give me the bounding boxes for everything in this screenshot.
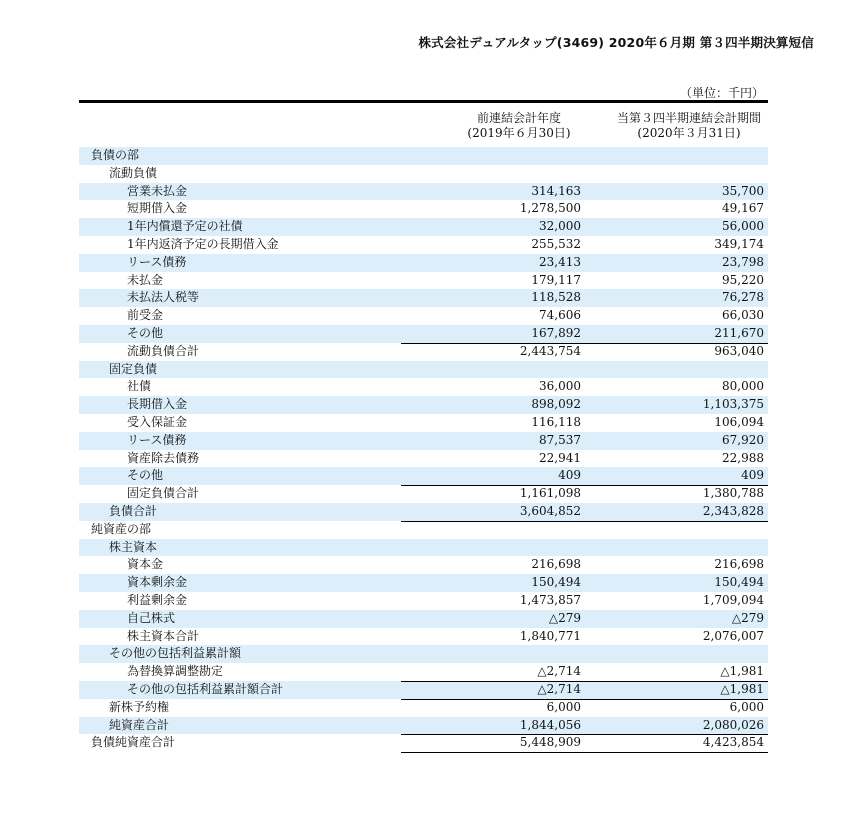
table-row [79, 432, 768, 450]
row-label: リース債務 [127, 432, 187, 447]
table-row [79, 236, 768, 254]
value-prior-year: 32,000 [539, 219, 581, 234]
value-current-quarter: 2,343,828 [702, 503, 764, 518]
column-header-row [79, 103, 768, 147]
subtotal-rule [583, 485, 768, 486]
value-prior-year: 216,698 [531, 557, 581, 572]
table-row [79, 485, 768, 503]
value-current-quarter: 95,220 [722, 272, 764, 287]
row-label: その他の包括利益累計額 [109, 646, 242, 661]
value-current-quarter: 67,920 [722, 432, 764, 447]
value-current-quarter: △279 [731, 610, 764, 625]
table-row [79, 414, 768, 432]
balance-sheet-table [79, 100, 768, 752]
table-row [79, 628, 768, 646]
value-current-quarter: 49,167 [722, 201, 764, 216]
value-current-quarter: 22,988 [722, 450, 764, 465]
table-row [79, 521, 768, 539]
table-row [79, 254, 768, 272]
table-row [79, 325, 768, 343]
row-label: 流動負債 [109, 165, 158, 180]
table-row [79, 645, 768, 663]
table-row [79, 289, 768, 307]
table-row [79, 218, 768, 236]
table-row [79, 556, 768, 574]
row-label: 自己株式 [127, 610, 176, 625]
value-current-quarter: 211,670 [714, 325, 764, 340]
row-label: 未払金 [127, 272, 164, 287]
subtotal-rule [583, 681, 768, 682]
value-prior-year: 118,528 [531, 290, 581, 305]
value-prior-year: △2,714 [537, 681, 581, 696]
value-current-quarter: 76,278 [722, 290, 764, 305]
table-row [79, 378, 768, 396]
table-row [79, 610, 768, 628]
row-label: 負債合計 [109, 503, 158, 518]
row-label: その他 [127, 325, 164, 340]
value-current-quarter: 1,709,094 [702, 592, 764, 607]
value-current-quarter: 56,000 [722, 219, 764, 234]
value-prior-year: 3,604,852 [519, 503, 581, 518]
row-label: 新株予約権 [109, 699, 170, 714]
column-header-prior-year: 前連結会計年度 (2019年６月30日) [467, 111, 571, 140]
row-label: 利益剰余金 [127, 592, 188, 607]
value-prior-year: 5,448,909 [519, 735, 581, 750]
value-current-quarter: 6,000 [729, 699, 764, 714]
value-prior-year: 314,163 [531, 183, 581, 198]
row-label: 1年内償還予定の社債 [127, 219, 243, 234]
value-current-quarter: △1,981 [720, 664, 764, 679]
row-label: その他の包括利益累計額合計 [127, 681, 284, 696]
value-prior-year: 23,413 [539, 254, 581, 269]
row-label: 流動負債合計 [127, 343, 200, 358]
row-label: 短期借入金 [127, 201, 188, 216]
value-prior-year: 409 [558, 468, 581, 483]
value-prior-year: 150,494 [531, 575, 581, 590]
table-row [79, 343, 768, 361]
table-row [79, 396, 768, 414]
value-prior-year: 6,000 [546, 699, 581, 714]
row-label: その他 [127, 468, 164, 483]
row-label: 未払法人税等 [127, 290, 200, 305]
value-current-quarter: 216,698 [714, 557, 764, 572]
value-prior-year: 1,844,056 [519, 717, 581, 732]
row-label: 前受金 [127, 308, 164, 323]
value-prior-year: 1,473,857 [519, 592, 581, 607]
table-row [79, 200, 768, 218]
table-row [79, 183, 768, 201]
row-label: 資産除去債務 [127, 450, 200, 465]
table-row [79, 539, 768, 557]
row-label: 1年内返済予定の長期借入金 [127, 236, 279, 251]
row-label: 株主資本 [109, 539, 158, 554]
value-current-quarter: 150,494 [714, 575, 764, 590]
value-prior-year: 167,892 [531, 325, 581, 340]
table-row [79, 147, 768, 165]
subtotal-rule [401, 485, 583, 486]
table-row [79, 272, 768, 290]
table-row [79, 450, 768, 468]
value-current-quarter: 35,700 [722, 183, 764, 198]
value-prior-year: 116,118 [531, 414, 581, 429]
value-current-quarter: 963,040 [714, 343, 764, 358]
table-row [79, 592, 768, 610]
value-prior-year: 255,532 [531, 236, 581, 251]
row-label: 純資産の部 [91, 521, 152, 536]
table-row [79, 699, 768, 717]
table-row [79, 165, 768, 183]
table-row [79, 734, 768, 752]
value-prior-year: 87,537 [539, 432, 581, 447]
row-label: 営業未払金 [127, 183, 188, 198]
table-row [79, 574, 768, 592]
row-label: 負債の部 [91, 148, 140, 162]
value-prior-year: 898,092 [531, 397, 581, 412]
table-body [79, 147, 768, 752]
row-label: 純資産合計 [109, 717, 170, 732]
table-row [79, 467, 768, 485]
row-label: 負債純資産合計 [91, 735, 176, 750]
value-prior-year: 2,443,754 [519, 343, 581, 358]
table-row [79, 663, 768, 681]
row-label: 資本金 [127, 557, 164, 572]
value-prior-year: 22,941 [539, 450, 581, 465]
value-current-quarter: 66,030 [722, 308, 764, 323]
value-prior-year: 1,840,771 [519, 628, 581, 643]
row-label: 為替換算調整勘定 [127, 664, 224, 679]
table-row [79, 503, 768, 521]
unit-label: （単位：千円） [679, 86, 764, 100]
value-current-quarter: 2,076,007 [702, 628, 764, 643]
table-row [79, 361, 768, 379]
value-current-quarter: 106,094 [714, 414, 764, 429]
row-label: 資本剰余金 [127, 575, 188, 590]
row-label: 社債 [127, 379, 152, 394]
value-current-quarter: 349,174 [714, 236, 764, 251]
value-current-quarter: 23,798 [722, 254, 764, 269]
row-label: 固定負債 [109, 361, 158, 376]
value-prior-year: △279 [548, 610, 581, 625]
subtotal-rule [583, 343, 768, 344]
row-label: 株主資本合計 [127, 628, 200, 643]
value-prior-year: 74,606 [539, 308, 581, 323]
table-row [79, 307, 768, 325]
value-current-quarter: △1,981 [720, 681, 764, 696]
value-current-quarter: 4,423,854 [702, 735, 764, 750]
value-prior-year: 1,161,098 [519, 486, 581, 501]
subtotal-rule [401, 343, 583, 344]
value-prior-year: 36,000 [539, 379, 581, 394]
row-label: 固定負債合計 [127, 486, 200, 501]
value-current-quarter: 1,380,788 [702, 486, 764, 501]
total-rule [583, 752, 768, 753]
row-label: 長期借入金 [127, 397, 188, 412]
row-label: 受入保証金 [127, 414, 188, 429]
row-label: リース債務 [127, 254, 187, 269]
column-header-current-quarter: 当第３四半期連結会計期間 (2020年３月31日) [616, 111, 761, 140]
value-current-quarter: 1,103,375 [702, 397, 764, 412]
value-current-quarter: 80,000 [722, 379, 764, 394]
document-header: 株式会社デュアルタップ(3469) 2020年６月期 第３四半期決算短信 [418, 35, 814, 50]
value-prior-year: 1,278,500 [519, 201, 581, 216]
table-row [79, 681, 768, 699]
value-current-quarter: 2,080,026 [702, 717, 764, 732]
table-row [79, 717, 768, 735]
value-prior-year: 179,117 [531, 272, 581, 287]
value-prior-year: △2,714 [537, 664, 581, 679]
subtotal-rule [401, 681, 583, 682]
value-current-quarter: 409 [741, 468, 764, 483]
total-rule [401, 752, 583, 753]
